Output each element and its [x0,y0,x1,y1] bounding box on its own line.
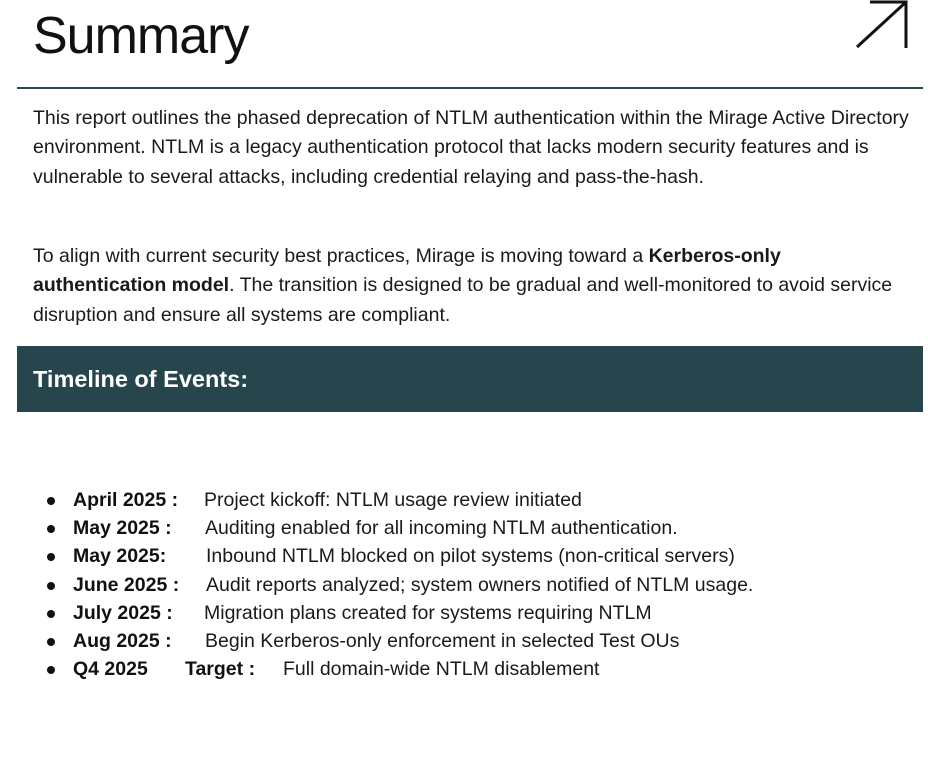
timeline-date: May 2025 : [73,517,172,540]
timeline-date: July 2025 : [73,601,173,624]
timeline-description: Full domain-wide NTLM disablement [283,658,600,681]
timeline-description: Audit reports analyzed; system owners notified of NTLM usage. [206,573,754,596]
paragraph-2-text-end: . The transition is designed to be gradual and well-monitored to avoid service disruption and ensure all systems are compliant. [33,274,893,326]
timeline-date: April 2025 : [73,489,179,511]
timeline-header-band [17,346,923,412]
summary-paragraph-1: This report outlines the phased deprecation of NTLM authentication within the Mirage Active Directory environment. NTLM is a legacy authentication protocol that lacks modern security features and is vulnerable to several attacks, including credential relaying and pass-the-hash. [33,107,909,188]
summary-paragraph-2 [33,242,913,330]
timeline-description: Begin Kerberos-only enforcement in selected Test OUs [205,629,680,652]
bullet-icon [47,638,55,646]
bullet-icon [47,553,55,561]
timeline-description: Inbound NTLM blocked on pilot systems (non-critical servers) [206,545,735,568]
bullet-icon [47,610,55,618]
bullet-icon [47,497,55,505]
timeline-description: Migration plans created for systems requiring NTLM [204,601,652,624]
arrow-up-right-icon[interactable] [852,0,910,52]
kerberos-only-emphasis: Kerberos-only authentication model [33,245,781,297]
bullet-icon [47,525,55,533]
bullet-icon [47,582,55,590]
header-divider [17,87,923,89]
timeline-heading: Timeline of Events: [33,366,249,392]
timeline-date: Q4 2025 [73,658,148,681]
timeline-date: May 2025: [73,545,167,568]
timeline-date: June 2025 : [73,573,180,596]
timeline-target-label: Target : [185,658,256,681]
timeline-description: Auditing enabled for all incoming NTLM authentication. [205,517,678,540]
timeline-description: Project kickoff: NTLM usage review initiated [204,489,582,511]
page-title: Summary [33,7,249,65]
paragraph-2-text-start: To align with current security best practices, Mirage is moving toward a [33,245,649,267]
timeline-date: Aug 2025 : [73,629,172,652]
bullet-icon [47,666,55,674]
